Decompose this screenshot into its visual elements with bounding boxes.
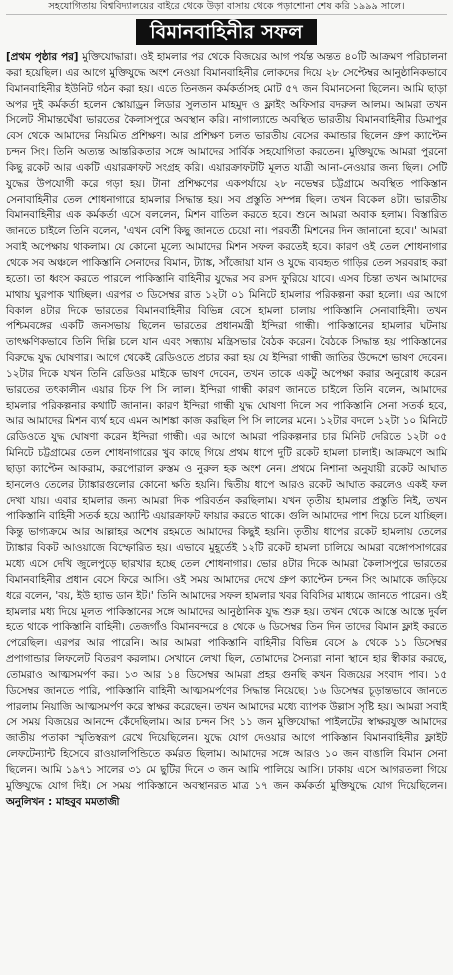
article-body	[6, 50, 447, 811]
article-text: মুক্তিযোদ্ধারা। ওই হামলার পর থেকে বিজয়ের আগ পর্যন্ত অন্তত ৪০টি আক্রমণ পরিচালনা করা হয়েছিল। এর আগে মুক্তিযুদ্ধে অংশ নেওয়া বিমানবাহিনীর লোকদের দিয়ে ২৮ সেপ্টেম্বর আনুষ্ঠানিকভাবে বিমানবাহিনীর ইউনিট গঠন করা হয়। এতে তিনজন কর্মকর্তাসহ মোট ৫৭ জন বিমানসেনা ছিলেন। আমি ছাড়া অপর দুই কর্মকর্তা হলেন স্কোয়াড্রন লিডার সুলতান মাহমুদ ও ফ্লাইং অফিসার বদরুল আলম। আমরা তখন সিলেট সীমান্তঘেঁষা ভারতের কৈলাসপুরে অবস্থান করি। নাগাল্যান্ডে অবস্থিত ভারতীয় বিমানবাহিনীর ডিমাপুর বেস থেকে আমাদের নিয়মিত প্রশিক্ষণ। আর প্রশিক্ষণ চলত ভারতীয় বেসের কমান্ডার ছিলেন গ্রুপ ক্যাপ্টেন চন্দন সিং। তিনি অত্যন্ত আন্তরিকতার সঙ্গে আমাদের সার্বিক সহযোগিতা করতেন। মুক্তিযুদ্ধে আমরা পুরনো কিছু রকেট আর একটি এয়ারক্রাফট সংগ্রহ করি। এয়ারক্রাফটটি মূলত যাত্রী আনা-নেওয়ার জন্য ছিল। সেটি যুদ্ধের উপযোগী করে গড়া হয়। টানা প্রশিক্ষণের একপর্যায়ে ২৮ নভেম্বর চট্টগ্রামে অবস্থিত পাকিস্তান সেনাবাহিনীর তেল শোধনাগারে হামলার সিদ্ধান্ত হয়। সব প্রস্তুতি সম্পন্ন ছিল। তখন বিকেল ৪টা। ভারতীয় বিমানবাহিনীর এক কর্মকর্তা এসে বললেন, মিশন বাতিল করতে হবে। শুনে আমরা অবাক হলাম। বিস্তারিত জানতে চাইলে তিনি বলেন, 'এখন বেশি কিছু জানতে চেয়ো না। পরবর্তী মিশনের দিন জানানো হবে।' আমরা সবাই অপেক্ষায় থাকলাম। যে কোনো মূল্যে আমাদের মিশন সফল করতেই হবে। কারণ ওই তেল শোধনাগার থেকে সব অঞ্চলে পাকিস্তানি সেনাদের বিমান, ট্যাঙ্ক, সাঁজোয়া যান ও যুদ্ধে ব্যবহৃত গাড়ির তেল সরবরাহ করা হতো। তা ধ্বংস করতে পারলে পাকিস্তানি বাহিনীর যুদ্ধের সব রসদ ফুরিয়ে যাবে। এসব চিন্তা তখন আমাদের মাথায় ঘুরপাক খাচ্ছিল। এরপর ৩ ডিসেম্বর রাত ১২টা ০১ মিনিটে হামলার পরিকল্পনা করা হলো। এর আগে বিকাল ৪টার দিকে ভারতের বিমানবাহিনীর বিভিন্ন বেসে হামলা চালায় পাকিস্তানি সেনাবাহিনী। তখন পশ্চিমবঙ্গের একটি জনসভায় ছিলেন ভারতের প্রধানমন্ত্রী ইন্দিরা গান্ধী। পাকিস্তানের হামলার ঘটনায় তাৎক্ষণিকভাবে তিনি দিল্লি চলে যান এবং সন্ধ্যায় মন্ত্রিসভার বৈঠক করেন। বৈঠকে সিদ্ধান্ত হয় পাকিস্তানের বিরুদ্ধে যুদ্ধ ঘোষণার। আগে থেকেই রেডিওতে প্রচার করা হয় যে ইন্দিরা গান্ধী জাতির উদ্দেশে ভাষণ দেবেন। ১২টার দিকে যখন তিনি রেডিওর মাইকে ভাষণ দেবেন, তখন তাকে একটু অপেক্ষা করার অনুরোধ করেন ভারতের তৎকালীন এয়ার চিফ পি সি লাল। ইন্দিরা গান্ধী কারণ জানতে চাইলে তিনি বলেন, আমাদের হামলার পরিকল্পনার কথাটি জানান। কারণ ইন্দিরা গান্ধী যুদ্ধ ঘোষণা দিলে সব পাকিস্তানি সেনা সতর্ক হবে, আর আমাদের মিশন ব্যর্থ হবে এমন আশঙ্কা কাজ করছিল পি সি লালের মনে। ১২টার বদলে ১২টা ১০ মিনিটে রেডিওতে যুদ্ধ ঘোষণা করেন ইন্দিরা গান্ধী। এর আগে আমরা পরিকল্পনার চার মিনিট দেরিতে ১২টা ০৫ মিনিটে চট্টগ্রামের তেল শোধনাগারের খুব কাছে গিয়ে প্রথম ধাপে দুটি রকেট হামলা চালাই। আক্রমণে আমি ছাড়া ক্যাপ্টেন আকরাম, করপোরাল রুস্তম ও নুরুল হক অংশ নেন। প্রথমে নিশানা অনুযায়ী রকেট আঘাত হানলেও তেলের ট্যাঙ্কারগুলোর কোনো ক্ষতি হয়নি। দ্বিতীয় ধাপে আরও রকেট আঘাত করলেও একই ফল দেখা যায়। এবার হামলার জন্য আমরা দিক পরিবর্তন করছিলাম। যখন তৃতীয় হামলার প্রস্তুতি নিই, তখন পাকিস্তানি বাহিনী সতর্ক হয়ে অ্যান্টি এয়ারক্রাফট ফায়ার করতে থাকে। গুলি আমাদের পাশ দিয়ে চলে যাচ্ছিল। কিন্তু ভাগ্যক্রমে আর আল্লাহর অশেষ রহমতে আমাদের কিছুই হয়নি। তৃতীয় ধাপের রকেট হামলায় তেলের ট্যাঙ্কার বিকট আওয়াজে বিস্ফোরিত হয়। এভাবে মুহূর্তেই ১২টি রকেট হামলা চালিয়ে আমরা বঙ্গোপসাগরের মধ্যে এসে দেখি জুলেপুড়ে ছারখার হচ্ছে তেল শোধনাগার। ভোর ৪টার দিকে আমরা কৈলাসপুরে ভারতের বিমানবাহিনীর প্রধান বেসে ফিরে আসি। ওই সময় আমাদের দেখে গ্রুপ ক্যাপ্টেন চন্দন সিং আমাকে জড়িয়ে ধরে বলেন, 'বয়, ইউ হ্যাভ ডান ইট।' তিনি আমাদের সফল হামলার খবর বিবিসির মাধ্যমে জানতে পারেন। ওই হামলার মধ্য দিয়ে মূলত পাকিস্তানের সঙ্গে আমাদের আনুষ্ঠানিক যুদ্ধ শুরু হয়। তখন থেকে আস্তে আস্তে দুর্বল হতে থাকে পাকিস্তানি বাহিনী। তেজগাঁও বিমানবন্দরে ৪ থেকে ৬ ডিসেম্বর তিন দিন তাদের বিমান ফ্লাই করতে পেরেছিল। এরপর আর পারেনি। আর আমরা পাকিস্তানি বাহিনীর বিভিন্ন বেসে ৯ থেকে ১১ ডিসেম্বর প্রপাগান্ডার লিফলেট বিতরণ করলাম। সেখানে লেখা ছিল, তোমাদের সৈন্যরা নানা স্থানে হার স্বীকার করছে, তোমরাও আত্মসমর্পণ কর। ১৩ আর ১৪ ডিসেম্বর আমরা প্রহর গুনছি কখন বিজয়ের সংবাদ পাব। ১৫ ডিসেম্বর জানতে পারি, পাকিস্তানি বাহিনী আত্মসমর্পণের সিদ্ধান্ত নিয়েছে। ১৬ ডিসেম্বর চূড়ান্তভাবে জানতে পারলাম নিয়াজি আত্মসমর্পণ করে স্বাক্ষর করেছেন। তখন আমাদের মধ্যে ব্যাপক উল্লাস সৃষ্টি হয়। আমরা সবাই সে সময় বিজয়ের আনন্দে কেঁদেছিলাম। আর চন্দন সিং ১১ জন মুক্তিযোদ্ধা পাইলটের স্বাক্ষরযুক্ত আমাদের জাতীয় পতাকা স্মৃতিস্বরূপ রেখে দিয়েছিলেন। যুদ্ধে যোগ দেওয়ার আগে পাকিস্তান বিমানবাহিনীর ফ্লাইট লেফটেন্যান্ট হিসেবে রাওয়ালপিন্ডিতে কর্মরত ছিলাম। আমাদের সঙ্গে আরও ১০ জন বাঙালি বিমান সেনা ছিলেন। আমি ১৯৭১ সালের ৩১ মে ছুটির দিনে ৩ জন আমি পালিয়ে আসি। ঢাকায় এসে আগরতলা গিয়ে মুক্তিযুদ্ধে যোগ দিই। সে সময় পাকিস্তানে অবস্থানরত মাত্র ১৭ জন কর্মকর্তা মুক্তিযুদ্ধে যোগ দিয়েছিলেন।	[6, 51, 447, 792]
article-headline: বিমানবাহিনীর সফল	[136, 19, 317, 45]
previous-article-tail: সহযোগিতায় বিশ্ববিদ্যালয়ের বাইরে থেকে উড়া বাসায় থেকে পড়াশোনা শেষ করি ১৯৯৯ সালে।	[6, 0, 447, 15]
continued-from-label: [প্রথম পৃষ্ঠার পর]	[6, 51, 79, 63]
byline-credit: অনুলিখন : মাহবুব মমতাজী	[6, 795, 120, 808]
headline-container	[6, 19, 447, 45]
